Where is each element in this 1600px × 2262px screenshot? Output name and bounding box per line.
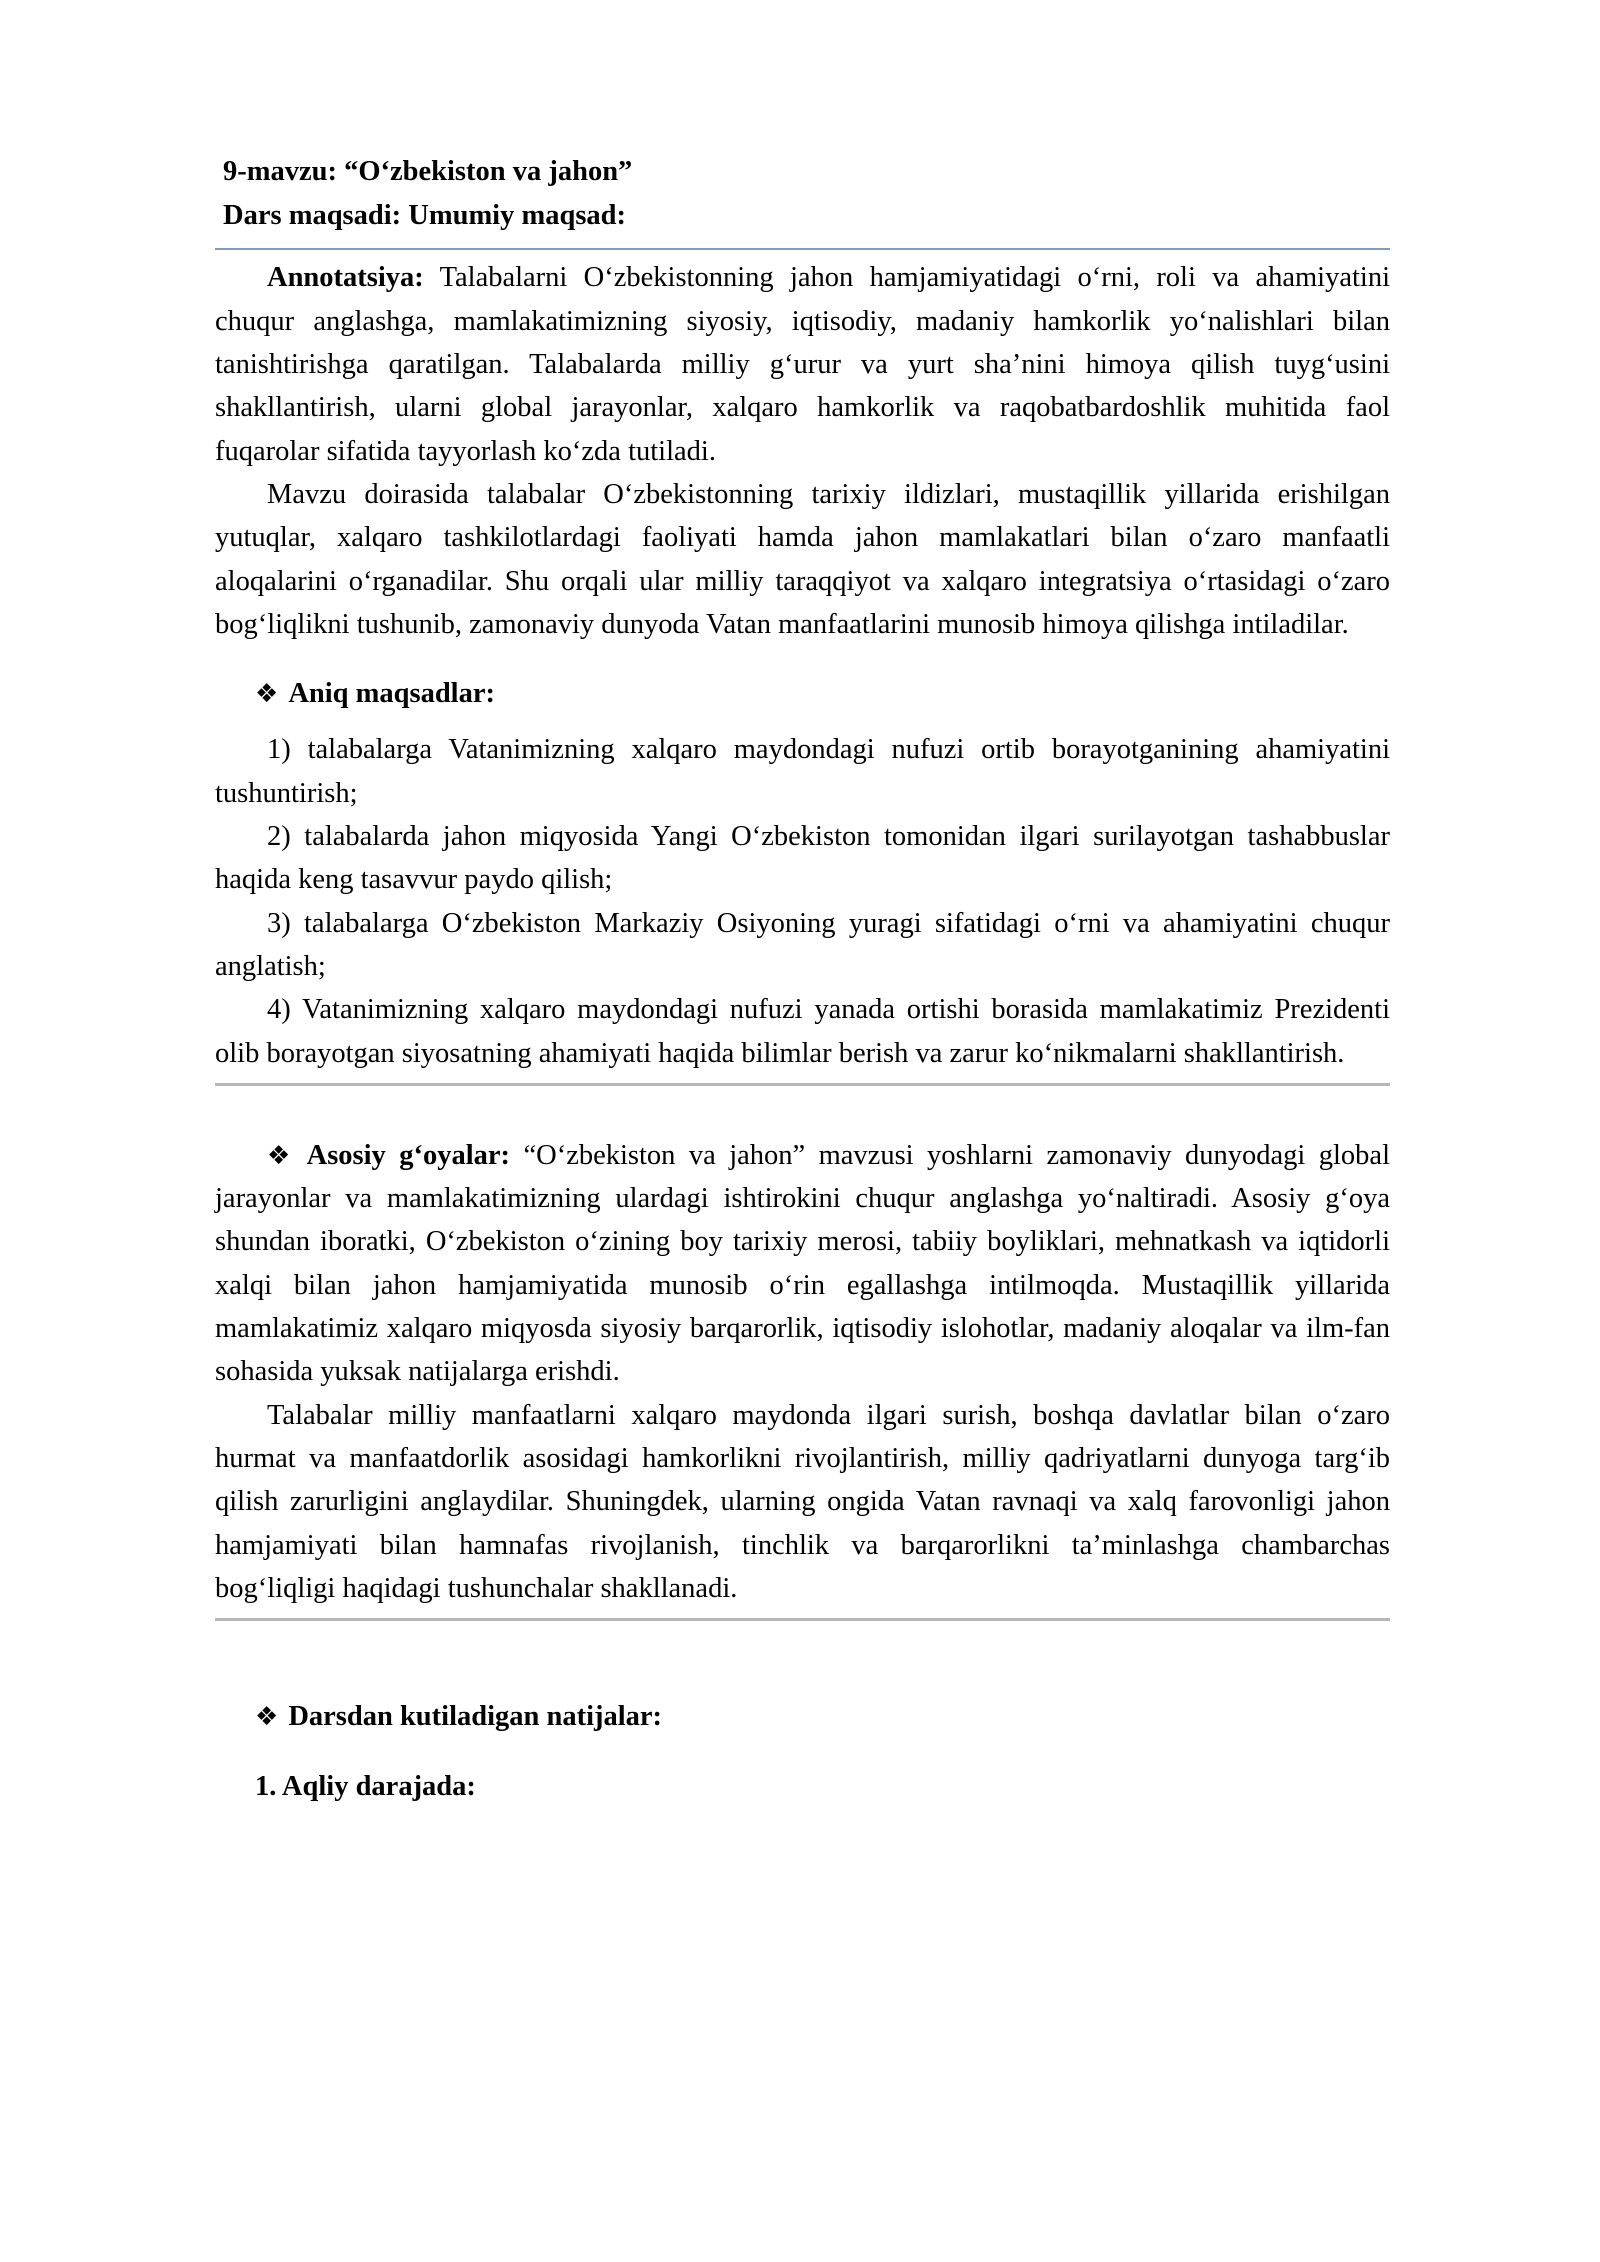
aniq-maqsadlar-heading <box>215 672 1390 716</box>
annotation-paragraph-1 <box>215 256 1390 473</box>
natijalar-heading <box>215 1695 1390 1739</box>
spacer-1 <box>215 1086 1390 1134</box>
list-item: 4) Vatanimizning xalqaro maydondagi nufuzi yanada ortishi borasida mamlakatimiz Prezidenti olib borayotgan siyosatning ahamiyati haqida bilimlar berish va zarur ko‘nikmalarni shakllantirish. <box>215 994 1390 1069</box>
bullet-diamond-icon: ❖ <box>255 679 279 710</box>
list-item: 3) talabalarga O‘zbekiston Markaziy Osiyoning yuragi sifatidagi o‘rni va ahamiyatini chuqur anglatish; <box>215 907 1390 982</box>
annotation-paragraph-2: Mavzu doirasida talabalar O‘zbekistonning tarixiy ildizlari, mustaqillik yillarida erishilgan yutuqlar, xalqaro tashkilotlardagi faoliyati hamda jahon mamlakatlari bilan o‘zaro manfaatli aloqalarini o‘rganadilar. Shu orqali ular milliy taraqqiyot va xalqaro integratsiya o‘rtasidagi o‘zaro bog‘liqlikni tushunib, zamonaviy dunyoda Vatan manfaatlarini munosib himoya qilishga intiladilar. <box>215 478 1390 640</box>
aniq-maqsadlar-list <box>215 728 1390 1075</box>
spacer-2 <box>215 1621 1390 1669</box>
asosiy-goyalar-paragraph-2: Talabalar milliy manfaatlarni xalqaro maydonda ilgari surish, boshqa davlatlar bilan o‘zaro hurmat va manfaatdorlik asosidagi hamkorlikni rivojlantirish, milliy qadriyatlarni dunyoga targ‘ib qilish zarurligini anglaydilar. Shuningdek, ularning ongida Vatan ravnaqi va xalq farovonligi jahon hamjamiyati bilan hamnafas rivojlanish, tinchlik va barqarorlikni ta’minlashga chambarchas bog‘liqligi haqidagi tushunchalar shakllanadi. <box>215 1399 1390 1604</box>
lesson-goal-label: Dars maqsadi <box>223 200 392 232</box>
bullet-diamond-icon: ❖ <box>267 1140 297 1171</box>
annotation-label: Annotatsiya: <box>267 262 424 294</box>
lesson-title: 9-mavzu: “O‘zbekiston va jahon” <box>223 156 633 187</box>
annotation-text-1: Talabalarni O‘zbekistonning jahon hamjamiyatidagi o‘rni, roli va ahamiyatini chuqur anglashga, mamlakatimizning siyosiy, iqtisodiy, madaniy hamkorlik yo‘nalishlari bilan tanishtirishga qaratilgan. Talabalarda milliy g‘urur va yurt sha’nini himoya qilish tuyg‘usini shakllantirish, ularni global jarayonlar, xalqaro hamkorlik va raqobatbardoshlik muhitida faol fuqarolar sifatida tayyorlash ko‘zda tutiladi. <box>215 262 1390 467</box>
divider-blue-top <box>215 248 1390 250</box>
lesson-goal-rest: : Umumiy maqsad: <box>391 200 627 232</box>
asosiy-goyalar-heading-label: Asosiy g‘oyalar: <box>306 1139 511 1171</box>
natijalar-subheading: 1. Aqliy darajada: <box>255 1771 476 1803</box>
list-item: 2) talabalarda jahon miqyosida Yangi O‘zbekiston tomonidan ilgari surilayotgan tashabbuslar haqida keng tasavvur paydo qilish; <box>215 820 1390 896</box>
natijalar-heading-label: Darsdan kutiladigan natijalar: <box>288 1701 663 1733</box>
aniq-maqsadlar-heading-label: Aniq maqsadlar: <box>288 678 495 710</box>
asosiy-goyalar-paragraph-1 <box>215 1134 1390 1394</box>
bullet-diamond-icon: ❖ <box>255 1702 279 1733</box>
asosiy-goyalar-text-1: “O‘zbekiston va jahon” mavzusi yoshlarni zamonaviy dunyodagi global jarayonlar va mamlakatimizning ulardagi ishtirokini chuqur anglashga yo‘naltiradi. Asosiy g‘oya shundan iboratki, O‘zbekiston o‘zining boy tarixiy merosi, tabiiy boyliklari, mehnatkash va iqtidorli xalqi bilan jahon hamjamiyatida munosib o‘rin egallashga intilmoqda. Mustaqillik yillarida mamlakatimiz xalqaro miqyosda siyosiy barqarorlik, iqtisodiy islohotlar, madaniy aloqalar va ilm-fan sohasida yuksak natijalarga erishdi. <box>215 1139 1390 1388</box>
list-item: 1) talabalarga Vatanimizning xalqaro maydondagi nufuzi ortib borayotganining ahamiyatini tushuntirish; <box>215 734 1390 809</box>
lesson-goal-line <box>223 194 1390 238</box>
